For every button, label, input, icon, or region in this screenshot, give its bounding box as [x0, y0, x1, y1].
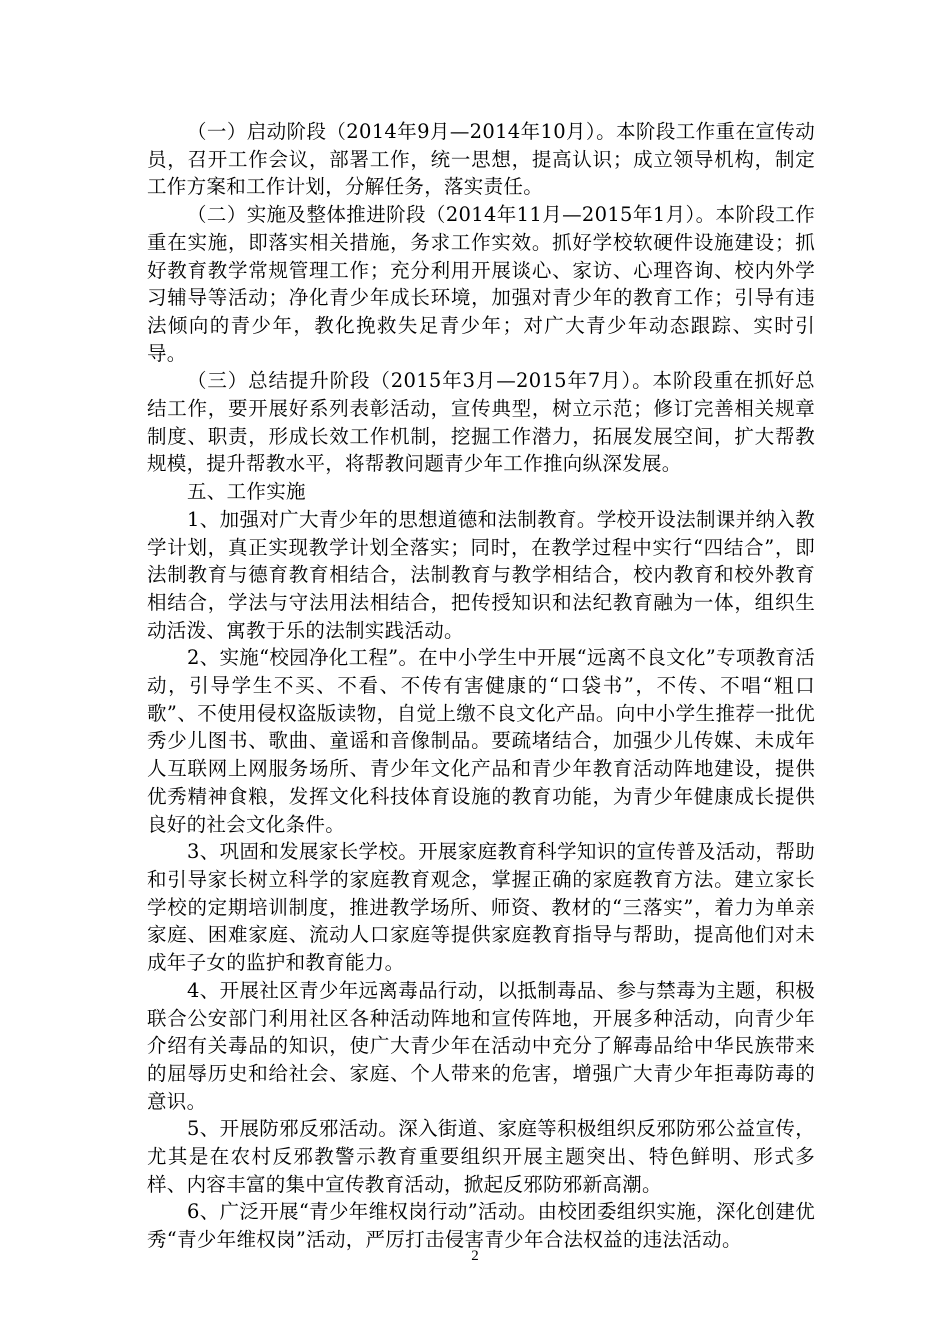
paragraph-implementation-phase: （二）实施及整体推进阶段（2014年11月—2015年1月）。本阶段工作重在实施，即落实相关措施，务求工作实效。抓好学校软硬件设施建设；抓好教育教学常规管理工作；充分利用开展谈心、家访、心理咨询、校内外学习辅导等活动；净化青少年成长环境，加强对青少年的教育工作；引导有违法倾向的青少年，教化挽救失足青少年；对广大青少年动态跟踪、实时引导。: [147, 203, 815, 365]
paragraph-startup-phase: （一）启动阶段（2014年9月—2014年10月）。本阶段工作重在宣传动员，召开工作会议，部署工作，统一思想，提高认识；成立领导机构，制定工作方案和工作计划，分解任务，落实责任。: [147, 120, 815, 199]
paragraph-item-3-parent-school: 3、巩固和发展家长学校。开展家庭教育科学知识的宣传普及活动，帮助和引导家长树立科学的家庭教育观念，掌握正确的家庭教育方法。建立家长学校的定期培训制度，推进教学场所、师资、教材的“三落实”，着力为单亲家庭、困难家庭、流动人口家庭等提供家庭教育指导与帮助，提高他们对未成年子女的监护和教育能力。: [147, 840, 815, 975]
paragraph-item-2-campus-purification: 2、实施“校园净化工程”。在中小学生中开展“远离不良文化”专项教育活动，引导学生不买、不看、不传有害健康的“口袋书”，不传、不唱“粗口歌”、不使用侵权盗版读物，自觉上缴不良文化产品。向中小学生推荐一批优秀少儿图书、歌曲、童谣和音像制品。要疏堵结合，加强少儿传媒、未成年人互联网上网服务场所、青少年文化产品和青少年教育活动阵地建设，提供优秀精神食粮，发挥文化科技体育设施的教育功能，为青少年健康成长提供良好的社会文化条件。: [147, 646, 815, 836]
paragraph-item-4-anti-drug: 4、开展社区青少年远离毒品行动，以抵制毒品、参与禁毒为主题，积极联合公安部门利用社区各种活动阵地和宣传阵地，开展多种活动，向青少年介绍有关毒品的知识，使广大青少年在活动中充分了解毒品给中华民族带来的屈辱历史和给社会、家庭、个人带来的危害，增强广大青少年拒毒防毒的意识。: [147, 978, 815, 1113]
paragraph-item-1-legal-education: 1、加强对广大青少年的思想道德和法制教育。学校开设法制课并纳入教学计划，真正实现教学计划全落实；同时，在教学过程中实行“四结合”，即法制教育与德育教育相结合，法制教育与教学相结合，校内教育和校外教育相结合，学法与守法用法相结合，把传授知识和法纪教育融为一体，组织生动活泼、寓教于乐的法制实践活动。: [147, 507, 815, 642]
section-heading-work-implementation: 五、工作实施: [187, 480, 306, 504]
paragraph-summary-phase: （三）总结提升阶段（2015年3月—2015年7月）。本阶段重在抓好总结工作，要开展好系列表彰活动，宣传典型，树立示范；修订完善相关规章制度、职责，形成长效工作机制，挖掘工作潜力，拓展发展空间，扩大帮教规模，提升帮教水平，将帮教问题青少年工作推向纵深发展。: [147, 369, 815, 476]
paragraph-item-5-anti-cult: 5、开展防邪反邪活动。深入街道、家庭等积极组织反邪防邪公益宣传，尤其是在农村反邪教警示教育重要组织开展主题突出、特色鲜明、形式多样、内容丰富的集中宣传教育活动，掀起反邪防邪新高潮。: [147, 1117, 815, 1196]
document-body: [147, 118, 815, 1254]
paragraph-item-6-rights-protection: 6、广泛开展“青少年维权岗行动”活动。由校团委组织实施，深化创建优秀“青少年维权岗”活动，严厉打击侵害青少年合法权益的违法活动。: [147, 1200, 815, 1252]
page-number: 2: [471, 1248, 479, 1264]
